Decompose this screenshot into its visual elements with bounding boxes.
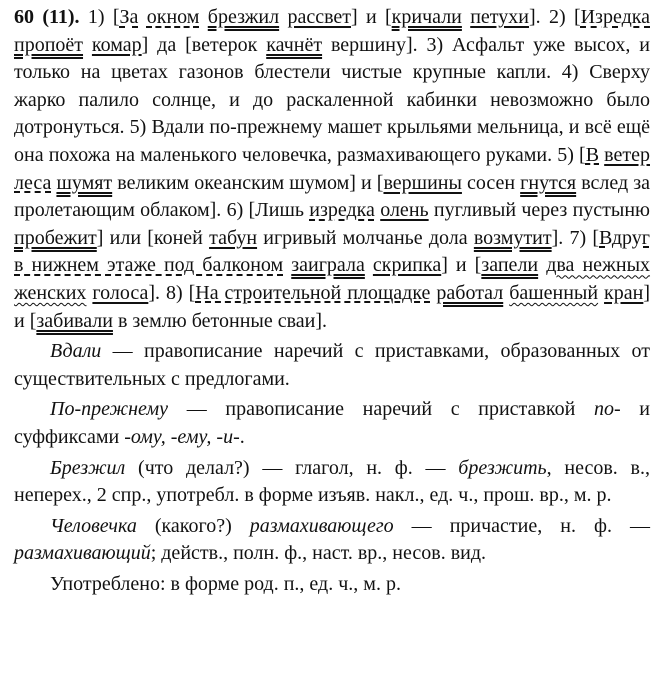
note-vdali: [14, 338, 650, 393]
note-term: Брезжил: [50, 456, 126, 479]
predicate-word: гнутся: [520, 171, 577, 194]
plain-text: великим океанским шумом] и [: [112, 171, 384, 194]
subject-word: комар: [91, 33, 142, 56]
exercise-number: 60 (11).: [14, 6, 80, 28]
adverbial-word: изредка: [309, 199, 375, 222]
note-text: — правописание наречий с приставкой: [168, 398, 594, 421]
adverbial-word: Изредка: [580, 6, 651, 28]
plain-text: ] и [: [14, 281, 651, 332]
attribute-phrase: два нежных женских: [14, 254, 651, 304]
note-text: Употреблено: в форме род. п., ед. ч., м. р.: [50, 572, 401, 595]
note-text: ; действ., полн. ф., наст. вр., несов. вид.: [150, 542, 487, 565]
predicate-word: возмутит: [473, 226, 552, 249]
subject-word: петухи: [470, 6, 529, 28]
adverbial-word: Вдруг: [599, 226, 650, 249]
attribute-word: леса: [14, 171, 52, 194]
note-initial-form: размахивающий: [14, 542, 151, 565]
plain-text: 2) [: [540, 6, 581, 28]
plain-text: ]. 7) [: [551, 226, 600, 249]
space: [538, 254, 546, 276]
subject-word: кран: [604, 281, 644, 304]
plain-text: в землю бетонные сваи].: [112, 309, 328, 332]
note-text: — правописание наречий с приставками, образованных от существительных с предлогами.: [14, 340, 650, 390]
plain-text: ] да [ветерок: [141, 33, 267, 56]
note-brezzhil: [14, 455, 650, 510]
subject-word: голоса: [92, 281, 149, 304]
note-text: (какого?): [136, 514, 250, 537]
predicate-word: запели: [481, 254, 539, 277]
plain-text: ] и [: [441, 254, 482, 277]
predicate-word: шумят: [56, 171, 113, 194]
note-term: Вдали: [50, 340, 102, 363]
adverbial-word: окном: [146, 6, 200, 28]
predicate-word: кричали: [391, 6, 462, 28]
subject-word: олень: [380, 199, 429, 222]
predicate-word: брезжил: [207, 6, 280, 28]
plain-text: ].: [528, 6, 541, 28]
note-infinitive: брезжить: [458, 456, 547, 479]
plain-text: игривый молчанье дола: [257, 226, 474, 249]
adverbial-word: В: [585, 143, 600, 166]
note-suffixes: -ому, -ему, -и-: [124, 425, 240, 448]
plain-text: сосен: [461, 171, 521, 194]
note-chelovechka: [14, 513, 650, 568]
predicate-word: качнёт: [266, 33, 323, 56]
note-text: (что делал?) — глагол, н. ф. —: [125, 456, 459, 479]
predicate-word: пробежит: [14, 226, 97, 249]
predicate-word: работал: [436, 281, 504, 304]
subject-word: вершины: [383, 171, 462, 194]
plain-text: вершину]. 3) Асфальт уже высох, и только на цветах газонов блестели чистые крупные капли. 4) Сверху жарко палило солнце, и до раскаленной кабинки невозможно было дотронуться. 5) Вдали по-прежнему машет крыльями мельница, и всё ещё она похожа на маленького человечка, размахивающего руками. 5) [: [14, 33, 650, 166]
subject-word: ветер: [604, 143, 650, 166]
adverbial-phrase: в нижнем этаже под балконом: [14, 254, 284, 277]
plain-text: ] и [: [351, 6, 392, 28]
bracket: [: [112, 6, 120, 28]
sentence-number: 1): [79, 6, 113, 28]
plain-text: ]. 8) [: [148, 281, 196, 304]
plain-text: вслед за пролетающим облаком]. 6) [Лишь: [14, 171, 651, 222]
predicate-word: заиграла: [291, 254, 365, 277]
note-text: , несов. в., неперех., 2 спр., употребл. в форме изъяв. накл., ед. ч., прош. вр., м. р.: [14, 456, 650, 507]
plain-text: пугливый через пустыню: [428, 199, 650, 222]
note-text: и суффиксами: [14, 398, 651, 448]
note-text: — причастие, н. ф. —: [393, 514, 650, 537]
predicate-word: забивали: [36, 309, 113, 332]
subject-word: рассвет: [287, 6, 352, 28]
adverbial-word: За: [119, 6, 139, 28]
note-usage: [14, 571, 650, 599]
note-participle: размахивающего: [249, 514, 394, 537]
space: [365, 254, 373, 276]
exercise-text: [14, 4, 650, 335]
plain-text: ] или [коней: [96, 226, 210, 249]
note-po-prezhnemu: [14, 396, 650, 451]
note-prefix: по-: [593, 398, 621, 421]
attribute-word: башенный: [509, 281, 599, 304]
subject-word: табун: [209, 226, 258, 249]
note-text: .: [239, 425, 245, 448]
subject-word: скрипка: [372, 254, 442, 277]
predicate-word: пропоёт: [14, 33, 84, 56]
note-term: Человечка: [50, 514, 137, 537]
note-term: По-прежнему: [50, 398, 169, 421]
adverbial-phrase: На строительной площадке: [195, 281, 431, 304]
